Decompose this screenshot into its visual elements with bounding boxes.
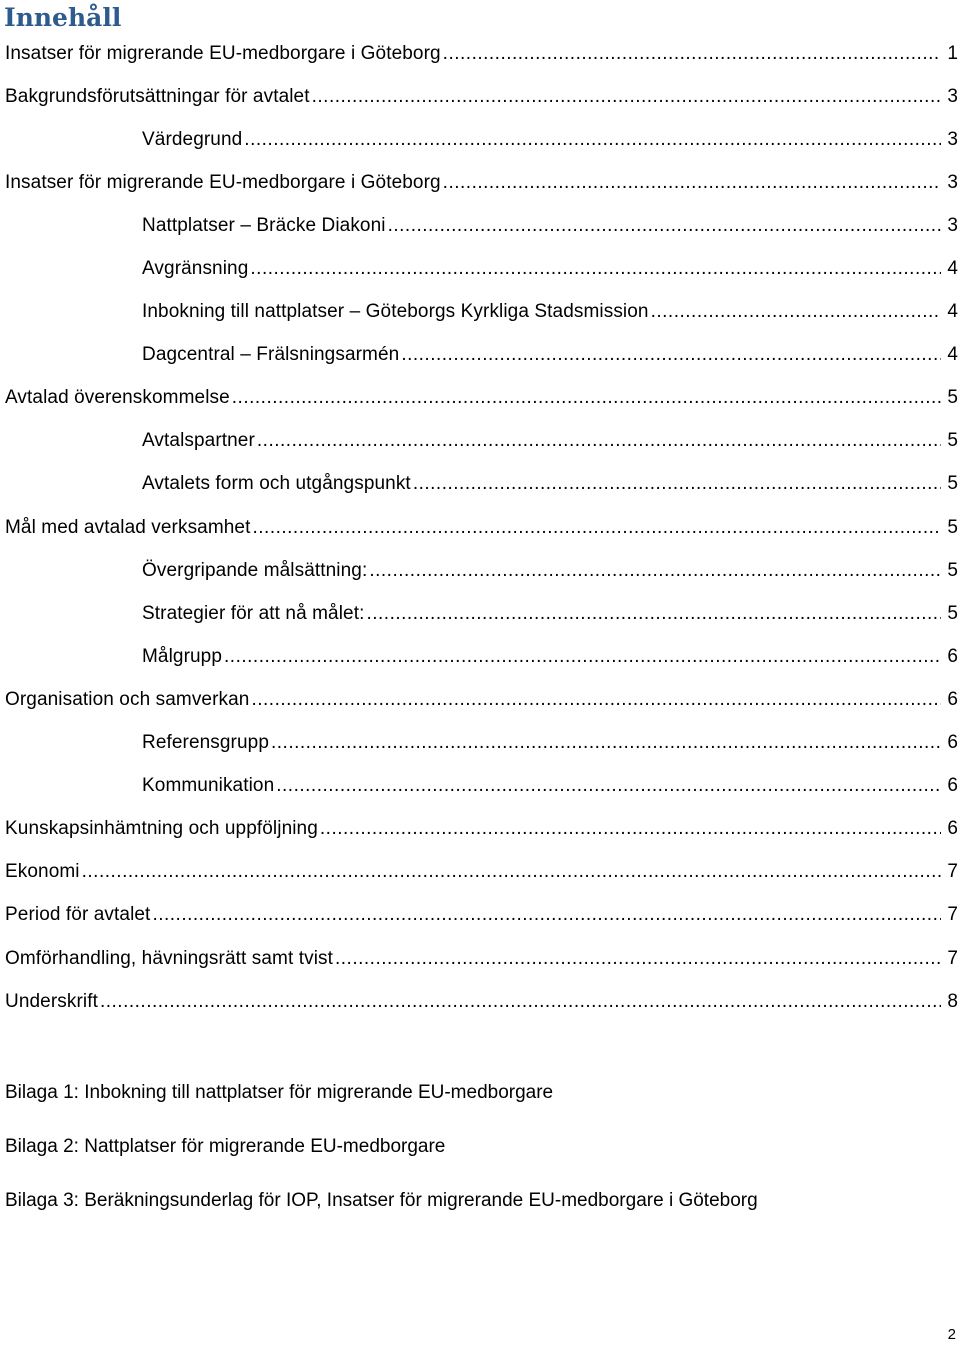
toc-entry-title: Avtalspartner: [142, 430, 255, 452]
toc-entry[interactable]: [0, 808, 960, 851]
toc-entry-title: Period för avtalet: [5, 904, 151, 926]
toc-dot-leader: [413, 473, 941, 495]
toc-dot-leader: [232, 387, 941, 409]
toc-dot-leader: [244, 129, 941, 151]
toc-entry[interactable]: [0, 204, 960, 247]
appendix-list: [5, 1076, 758, 1238]
toc-entry[interactable]: [0, 463, 960, 506]
toc-entry-page-number: 5: [947, 559, 958, 581]
toc-entry[interactable]: [0, 894, 960, 937]
toc-dot-leader: [401, 344, 941, 366]
toc-entry-page-number: 4: [947, 301, 958, 323]
toc-entry-page-number: 6: [947, 688, 958, 710]
toc-dot-leader: [252, 517, 941, 539]
toc-entry[interactable]: [0, 722, 960, 765]
toc-entry-page-number: 3: [947, 128, 958, 150]
toc-entry-page-number: 6: [947, 775, 958, 797]
toc-dot-leader: [443, 172, 941, 194]
toc-entry[interactable]: [0, 678, 960, 721]
toc-dot-leader: [271, 732, 941, 754]
toc-entry-title: Underskrift: [5, 990, 98, 1012]
toc-dot-leader: [369, 560, 941, 582]
toc-entry-page-number: 1: [947, 42, 958, 64]
toc-entry[interactable]: [0, 420, 960, 463]
toc-entry[interactable]: [0, 247, 960, 290]
toc-entry-title: Insatser för migrerande EU-medborgare i Göteborg: [5, 42, 441, 64]
toc-entry[interactable]: [0, 291, 960, 334]
toc-entry-page-number: 5: [947, 602, 958, 624]
toc-entry[interactable]: [0, 32, 960, 75]
toc-dot-leader: [100, 991, 941, 1013]
toc-entry-title: Värdegrund: [142, 128, 243, 150]
toc-entry-page-number: 6: [947, 732, 958, 754]
toc-entry[interactable]: [0, 334, 960, 377]
toc-dot-leader: [366, 603, 941, 625]
toc-entry-title: Insatser för migrerande EU-medborgare i Göteborg: [5, 171, 441, 193]
toc-entry-title: Omförhandling, hävningsrätt samt tvist: [5, 947, 333, 969]
toc-dot-leader: [388, 215, 941, 237]
toc-entry-title: Bakgrundsförutsättningar för avtalet: [5, 85, 310, 107]
toc-dot-leader: [82, 861, 941, 883]
toc-dot-leader: [251, 689, 941, 711]
toc-dot-leader: [443, 43, 941, 65]
toc-dot-leader: [257, 430, 941, 452]
toc-entry-page-number: 7: [947, 861, 958, 883]
toc-heading: Innehåll: [4, 3, 122, 32]
toc-entry-title: Avtalad överenskommelse: [5, 387, 230, 409]
toc-entry[interactable]: [0, 635, 960, 678]
toc-dot-leader: [651, 301, 941, 323]
toc-entry-page-number: 7: [947, 904, 958, 926]
toc-entry-title: Kunskapsinhämtning och uppföljning: [5, 818, 318, 840]
page-number: 2: [947, 1326, 956, 1343]
toc-entry-title: Målgrupp: [142, 645, 223, 667]
toc-dot-leader: [224, 646, 941, 668]
toc-dot-leader: [320, 818, 941, 840]
toc-entry-title: Dagcentral – Frälsningsarmén: [142, 344, 400, 366]
toc-entry-title: Mål med avtalad verksamhet: [5, 516, 251, 538]
toc-entry-title: Organisation och samverkan: [5, 688, 250, 710]
toc-entry[interactable]: [0, 592, 960, 635]
toc-dot-leader: [250, 258, 941, 280]
toc-entry-page-number: 5: [947, 430, 958, 452]
toc-entry-page-number: 5: [947, 473, 958, 495]
toc-entry-title: Inbokning till nattplatser – Göteborgs Kyrkliga Stadsmission: [142, 301, 649, 323]
toc-entry-title: Ekonomi: [5, 861, 80, 883]
toc-entry-page-number: 3: [947, 171, 958, 193]
toc-entry[interactable]: [0, 75, 960, 118]
toc-entry-title: Övergripande målsättning:: [142, 559, 368, 581]
toc-entry[interactable]: [0, 765, 960, 808]
toc-entry-page-number: 8: [947, 990, 958, 1012]
toc-dot-leader: [312, 86, 941, 108]
toc-entry-title: Nattplatser – Bräcke Diakoni: [142, 214, 386, 236]
toc-dot-leader: [335, 948, 941, 970]
toc-entry[interactable]: [0, 506, 960, 549]
toc-entry-page-number: 4: [947, 258, 958, 280]
toc-entry-title: Strategier för att nå målet:: [142, 602, 365, 624]
toc-entry[interactable]: [0, 851, 960, 894]
appendix-item: Bilaga 3: Beräkningsunderlag för IOP, Insatser för migrerande EU-medborgare i Göteborg: [5, 1190, 758, 1211]
toc-entry[interactable]: [0, 549, 960, 592]
toc-entry-page-number: 6: [947, 645, 958, 667]
appendix-item: Bilaga 2: Nattplatser för migrerande EU-medborgare: [5, 1136, 446, 1157]
appendix-item: Bilaga 1: Inbokning till nattplatser för migrerande EU-medborgare: [5, 1082, 554, 1103]
toc-entry[interactable]: [0, 161, 960, 204]
toc-dot-leader: [276, 775, 941, 797]
table-of-contents: [0, 32, 960, 1023]
toc-entry[interactable]: [0, 118, 960, 161]
toc-entry[interactable]: [0, 377, 960, 420]
toc-entry-page-number: 5: [947, 516, 958, 538]
toc-entry[interactable]: [0, 980, 960, 1023]
toc-entry-title: Avtalets form och utgångspunkt: [142, 473, 411, 495]
toc-entry-title: Referensgrupp: [142, 732, 269, 754]
toc-entry-page-number: 6: [947, 818, 958, 840]
toc-dot-leader: [152, 904, 941, 926]
toc-entry-page-number: 7: [947, 947, 958, 969]
toc-entry-page-number: 5: [947, 387, 958, 409]
toc-entry-page-number: 3: [947, 85, 958, 107]
toc-entry-title: Avgränsning: [142, 258, 249, 280]
toc-entry-title: Kommunikation: [142, 775, 275, 797]
toc-entry[interactable]: [0, 937, 960, 980]
toc-entry-page-number: 4: [947, 344, 958, 366]
toc-entry-page-number: 3: [947, 214, 958, 236]
